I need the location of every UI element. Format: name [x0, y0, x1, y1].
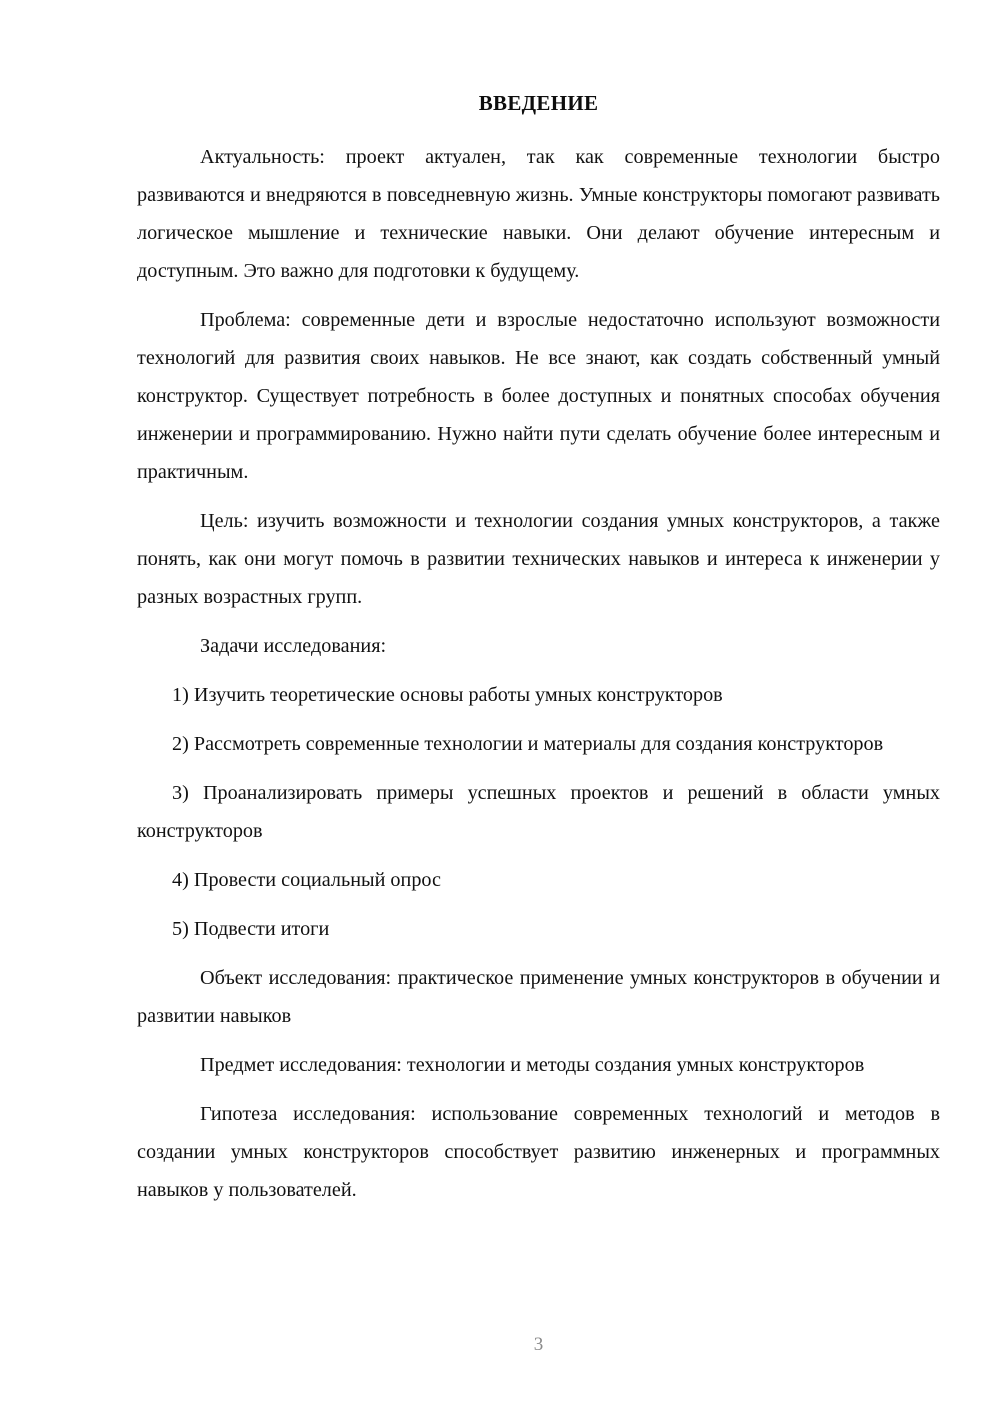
task-list-item: 3) Проанализировать примеры успешных проектов и решений в области умных конструкторов [137, 782, 940, 842]
task-list-item: 2) Рассмотреть современные технологии и материалы для создания конструкторов [172, 733, 884, 755]
page-title: ВВЕДЕНИЕ [478, 91, 599, 115]
task-list-item: 4) Провести социальный опрос [172, 869, 441, 891]
document-body [137, 88, 940, 1209]
paragraph-goal: Цель: изучить возможности и технологии создания умных конструкторов, а также понять, как они могут помочь в развитии технических навыков и интереса к инженерии у разных возрастных групп. [137, 510, 940, 608]
page-number: 3 [533, 1334, 544, 1355]
paragraph-relevance: Актуальность: проект актуален, так как современные технологии быстро развиваются и внедряются в повседневную жизнь. Умные конструкторы помогают развивать логическое мышление и технические навыки. Они делают обучение интересным и доступным. Это важно для подготовки к будущему. [137, 146, 940, 282]
task-list-item: 1) Изучить теоретические основы работы умных конструкторов [172, 684, 723, 706]
paragraph-subject: Предмет исследования: технологии и методы создания умных конструкторов [200, 1054, 865, 1076]
paragraph-problem: Проблема: современные дети и взрослые недостаточно используют возможности технологий для развития своих навыков. Не все знают, как создать собственный умный конструктор. Существует потребность в более доступных и понятных способах обучения инженерии и программированию. Нужно найти пути сделать обучение более интересным и практичным. [137, 309, 940, 483]
tasks-heading: Задачи исследования: [200, 635, 387, 657]
paragraph-hypothesis: Гипотеза исследования: использование современных технологий и методов в создании умных конструкторов способствует развитию инженерных и программных навыков у пользователей. [137, 1103, 940, 1201]
task-list-item: 5) Подвести итоги [172, 918, 330, 940]
paragraph-object: Объект исследования: практическое применение умных конструкторов в обучении и развитии навыков [137, 967, 940, 1027]
